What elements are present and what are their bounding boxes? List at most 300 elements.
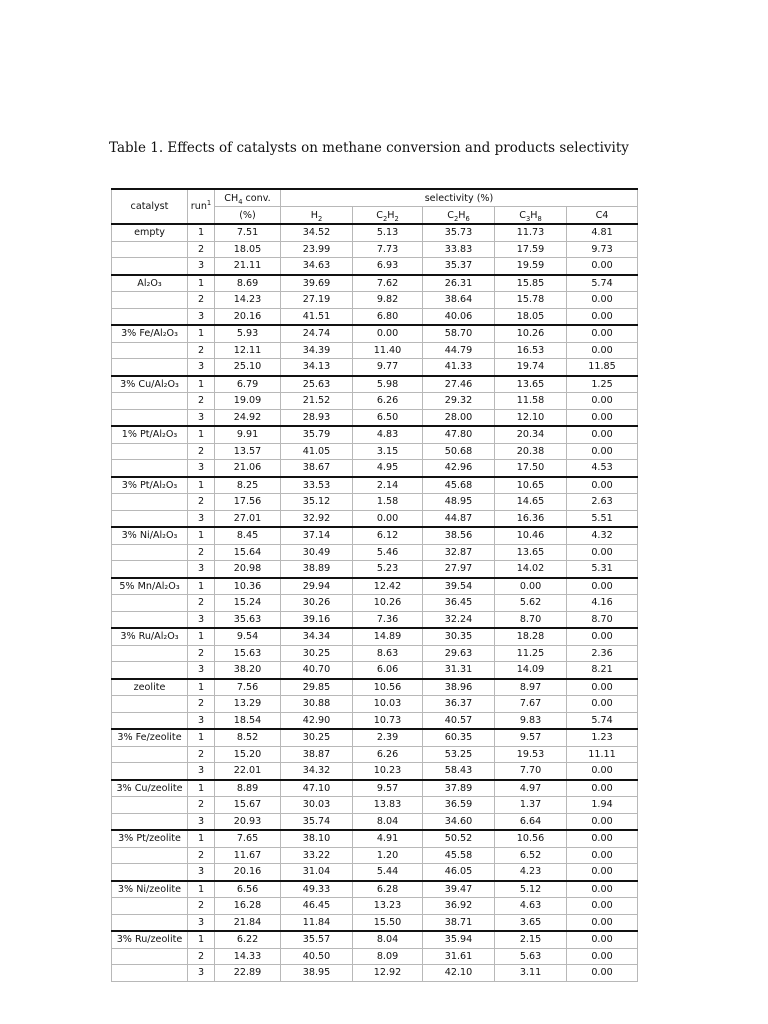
- conversion-cell: 8.89: [215, 780, 281, 797]
- h2-cell: 41.05: [281, 443, 353, 460]
- c2h6-cell: 60.35: [423, 729, 495, 746]
- c2h2-cell: 8.63: [353, 645, 423, 662]
- h2-cell: 38.87: [281, 746, 353, 763]
- c3h8-cell: 16.53: [495, 342, 567, 359]
- c2h6-cell: 39.47: [423, 881, 495, 898]
- h2-cell: 30.26: [281, 595, 353, 612]
- c2h6-cell: 32.87: [423, 544, 495, 561]
- c2h2-cell: 5.46: [353, 544, 423, 561]
- c4-cell: 0.00: [567, 426, 638, 443]
- run-cell: 3: [188, 914, 215, 931]
- h2-cell: 33.53: [281, 477, 353, 494]
- run-cell: 3: [188, 611, 215, 628]
- c3h8-cell: 4.63: [495, 898, 567, 915]
- c2h6-cell: 50.68: [423, 443, 495, 460]
- c2h6-cell: 35.73: [423, 224, 495, 241]
- c2h6-cell: 36.37: [423, 696, 495, 713]
- run-cell: 3: [188, 409, 215, 426]
- c2h2-cell: 8.04: [353, 931, 423, 948]
- h2-cell: 38.95: [281, 965, 353, 982]
- c3h8-cell: 15.78: [495, 292, 567, 309]
- c2h2-cell: 5.23: [353, 561, 423, 578]
- c2h2-cell: 13.83: [353, 797, 423, 814]
- c2h6-cell: 46.05: [423, 864, 495, 881]
- conversion-cell: 6.56: [215, 881, 281, 898]
- h2-cell: 34.32: [281, 763, 353, 780]
- conversion-cell: 18.54: [215, 712, 281, 729]
- h2-cell: 37.14: [281, 527, 353, 544]
- run-cell: 3: [188, 561, 215, 578]
- catalyst-cell-empty: [112, 763, 188, 780]
- c2h2-cell: 14.89: [353, 628, 423, 645]
- h2-cell: 40.70: [281, 662, 353, 679]
- conversion-cell: 15.24: [215, 595, 281, 612]
- c3h8-cell: 5.12: [495, 881, 567, 898]
- catalyst-cell-empty: [112, 292, 188, 309]
- c4-cell: 0.00: [567, 931, 638, 948]
- c2h2-cell: 10.23: [353, 763, 423, 780]
- table-row: [112, 477, 638, 494]
- run-cell: 2: [188, 393, 215, 410]
- run-cell: 1: [188, 527, 215, 544]
- table-row: [112, 561, 638, 578]
- c2h2-cell: 1.20: [353, 847, 423, 864]
- c4-cell: 8.70: [567, 611, 638, 628]
- table-row: [112, 931, 638, 948]
- header-col-h2: $H_2$: [281, 207, 353, 225]
- conversion-cell: 24.92: [215, 409, 281, 426]
- run-cell: 1: [188, 426, 215, 443]
- catalyst-cell: 3% Cu/zeolite: [112, 780, 188, 797]
- h2-cell: 21.52: [281, 393, 353, 410]
- conversion-cell: 5.93: [215, 325, 281, 342]
- table-row: [112, 780, 638, 797]
- conversion-cell: 15.63: [215, 645, 281, 662]
- c2h2-cell: 6.06: [353, 662, 423, 679]
- conversion-cell: 11.67: [215, 847, 281, 864]
- h2-cell: 29.85: [281, 679, 353, 696]
- c3h8-cell: 7.67: [495, 696, 567, 713]
- catalyst-cell: zeolite: [112, 679, 188, 696]
- c2h2-cell: 5.98: [353, 376, 423, 393]
- header-col-c3h8: $C_3H_8$: [495, 207, 567, 225]
- conversion-cell: 6.79: [215, 376, 281, 393]
- catalyst-cell-empty: [112, 510, 188, 527]
- run-cell: 3: [188, 763, 215, 780]
- c3h8-cell: 8.70: [495, 611, 567, 628]
- conversion-cell: 9.54: [215, 628, 281, 645]
- run-cell: 2: [188, 948, 215, 965]
- catalyst-cell-empty: [112, 898, 188, 915]
- catalyst-cell-empty: [112, 544, 188, 561]
- run-cell: 2: [188, 292, 215, 309]
- c2h2-cell: 6.28: [353, 881, 423, 898]
- c4-cell: 0.00: [567, 409, 638, 426]
- c2h6-cell: 45.68: [423, 477, 495, 494]
- c4-cell: 11.85: [567, 359, 638, 376]
- c3h8-cell: 14.09: [495, 662, 567, 679]
- c3h8-cell: 15.85: [495, 275, 567, 292]
- c3h8-cell: 17.59: [495, 241, 567, 258]
- c3h8-cell: 18.28: [495, 628, 567, 645]
- c2h2-cell: 13.23: [353, 898, 423, 915]
- conversion-cell: 8.69: [215, 275, 281, 292]
- c4-cell: 4.16: [567, 595, 638, 612]
- c2h2-cell: 8.09: [353, 948, 423, 965]
- header-selectivity: selectivity (%): [281, 189, 638, 207]
- catalyst-cell-empty: [112, 241, 188, 258]
- c2h2-cell: 0.00: [353, 510, 423, 527]
- catalyst-cell-empty: [112, 595, 188, 612]
- table-row: [112, 830, 638, 847]
- c3h8-cell: 13.65: [495, 376, 567, 393]
- table-row: [112, 662, 638, 679]
- table-row: [112, 864, 638, 881]
- run-cell: 3: [188, 813, 215, 830]
- run-cell: 1: [188, 830, 215, 847]
- c4-cell: 0.00: [567, 477, 638, 494]
- run-cell: 2: [188, 847, 215, 864]
- run-cell: 1: [188, 679, 215, 696]
- h2-cell: 30.03: [281, 797, 353, 814]
- c2h6-cell: 29.32: [423, 393, 495, 410]
- conversion-cell: 17.56: [215, 494, 281, 511]
- h2-cell: 24.74: [281, 325, 353, 342]
- c4-cell: 0.00: [567, 914, 638, 931]
- c2h6-cell: 33.83: [423, 241, 495, 258]
- c3h8-cell: 11.58: [495, 393, 567, 410]
- table-row: [112, 258, 638, 275]
- c2h2-cell: 5.13: [353, 224, 423, 241]
- run-cell: 3: [188, 510, 215, 527]
- table-row: [112, 847, 638, 864]
- c3h8-cell: 11.25: [495, 645, 567, 662]
- c4-cell: 0.00: [567, 847, 638, 864]
- catalyst-cell-empty: [112, 460, 188, 477]
- catalyst-cell-empty: [112, 948, 188, 965]
- run-cell: 2: [188, 342, 215, 359]
- run-cell: 2: [188, 645, 215, 662]
- c2h6-cell: 37.89: [423, 780, 495, 797]
- c4-cell: 0.00: [567, 965, 638, 982]
- h2-cell: 39.69: [281, 275, 353, 292]
- conversion-cell: 13.29: [215, 696, 281, 713]
- c4-cell: 0.00: [567, 881, 638, 898]
- run-cell: 1: [188, 780, 215, 797]
- conversion-cell: 25.10: [215, 359, 281, 376]
- table-row: [112, 292, 638, 309]
- c4-cell: 4.32: [567, 527, 638, 544]
- run-cell: 1: [188, 729, 215, 746]
- h2-cell: 23.99: [281, 241, 353, 258]
- run-cell: 1: [188, 275, 215, 292]
- h2-cell: 47.10: [281, 780, 353, 797]
- h2-cell: 27.19: [281, 292, 353, 309]
- c3h8-cell: 13.65: [495, 544, 567, 561]
- c2h2-cell: 15.50: [353, 914, 423, 931]
- c4-cell: 0.00: [567, 679, 638, 696]
- c4-cell: 0.00: [567, 544, 638, 561]
- c2h6-cell: 38.71: [423, 914, 495, 931]
- catalyst-cell-empty: [112, 864, 188, 881]
- catalyst-cell-empty: [112, 712, 188, 729]
- table-row: [112, 544, 638, 561]
- c4-cell: 0.00: [567, 443, 638, 460]
- c3h8-cell: 6.64: [495, 813, 567, 830]
- h2-cell: 35.12: [281, 494, 353, 511]
- c2h6-cell: 26.31: [423, 275, 495, 292]
- h2-cell: 28.93: [281, 409, 353, 426]
- table-row: [112, 696, 638, 713]
- h2-cell: 32.92: [281, 510, 353, 527]
- conversion-cell: 22.89: [215, 965, 281, 982]
- h2-cell: 35.74: [281, 813, 353, 830]
- table-row: [112, 628, 638, 645]
- c4-cell: 8.21: [567, 662, 638, 679]
- conversion-cell: 18.05: [215, 241, 281, 258]
- run-cell: 2: [188, 746, 215, 763]
- c3h8-cell: 5.63: [495, 948, 567, 965]
- conversion-cell: 15.64: [215, 544, 281, 561]
- run-cell: 1: [188, 578, 215, 595]
- run-cell: 2: [188, 494, 215, 511]
- catalyst-cell: 3% Ru/zeolite: [112, 931, 188, 948]
- table-row: [112, 948, 638, 965]
- c2h2-cell: 7.62: [353, 275, 423, 292]
- conversion-cell: 20.98: [215, 561, 281, 578]
- c2h2-cell: 6.93: [353, 258, 423, 275]
- h2-cell: 38.67: [281, 460, 353, 477]
- c4-cell: 0.00: [567, 258, 638, 275]
- c2h6-cell: 42.96: [423, 460, 495, 477]
- c4-cell: 0.00: [567, 292, 638, 309]
- c3h8-cell: 4.23: [495, 864, 567, 881]
- c2h6-cell: 38.56: [423, 527, 495, 544]
- c2h6-cell: 58.43: [423, 763, 495, 780]
- c2h2-cell: 11.40: [353, 342, 423, 359]
- conversion-cell: 27.01: [215, 510, 281, 527]
- run-cell: 3: [188, 864, 215, 881]
- run-cell: 3: [188, 965, 215, 982]
- c2h2-cell: 2.14: [353, 477, 423, 494]
- table-row: [112, 797, 638, 814]
- table-row: [112, 527, 638, 544]
- c2h6-cell: 38.96: [423, 679, 495, 696]
- c4-cell: 5.74: [567, 275, 638, 292]
- table-row: [112, 898, 638, 915]
- c2h2-cell: 7.73: [353, 241, 423, 258]
- h2-cell: 34.34: [281, 628, 353, 645]
- catalyst-cell-empty: [112, 494, 188, 511]
- catalyst-cell: empty: [112, 224, 188, 241]
- c2h2-cell: 4.83: [353, 426, 423, 443]
- h2-cell: 38.89: [281, 561, 353, 578]
- run-cell: 2: [188, 443, 215, 460]
- table-row: [112, 443, 638, 460]
- header-catalyst: catalyst: [112, 189, 188, 224]
- c2h2-cell: 8.04: [353, 813, 423, 830]
- c2h6-cell: 35.37: [423, 258, 495, 275]
- c2h6-cell: 28.00: [423, 409, 495, 426]
- c2h6-cell: 40.06: [423, 308, 495, 325]
- catalyst-cell-empty: [112, 443, 188, 460]
- run-cell: 2: [188, 797, 215, 814]
- conversion-cell: 8.45: [215, 527, 281, 544]
- c2h2-cell: 10.56: [353, 679, 423, 696]
- c4-cell: 0.00: [567, 830, 638, 847]
- table-row: [112, 679, 638, 696]
- data-table: [111, 188, 638, 982]
- c2h6-cell: 31.31: [423, 662, 495, 679]
- table-caption: Table 1. Effects of catalysts on methane conversion and products selectivity: [109, 140, 629, 156]
- table-row: [112, 914, 638, 931]
- catalyst-cell: 1% Pt/Al₂O₃: [112, 426, 188, 443]
- conversion-cell: 6.22: [215, 931, 281, 948]
- c3h8-cell: 0.00: [495, 578, 567, 595]
- run-cell: 2: [188, 696, 215, 713]
- c2h2-cell: 9.82: [353, 292, 423, 309]
- run-cell: 3: [188, 712, 215, 729]
- c2h2-cell: 3.15: [353, 443, 423, 460]
- c2h2-cell: 12.42: [353, 578, 423, 595]
- c2h6-cell: 36.59: [423, 797, 495, 814]
- c3h8-cell: 10.56: [495, 830, 567, 847]
- c3h8-cell: 20.38: [495, 443, 567, 460]
- h2-cell: 38.10: [281, 830, 353, 847]
- conversion-cell: 20.16: [215, 864, 281, 881]
- run-cell: 1: [188, 325, 215, 342]
- c4-cell: 0.00: [567, 948, 638, 965]
- h2-cell: 39.16: [281, 611, 353, 628]
- c3h8-cell: 18.05: [495, 308, 567, 325]
- c3h8-cell: 9.83: [495, 712, 567, 729]
- c2h6-cell: 27.97: [423, 561, 495, 578]
- c4-cell: 9.73: [567, 241, 638, 258]
- c3h8-cell: 9.57: [495, 729, 567, 746]
- c4-cell: 11.11: [567, 746, 638, 763]
- catalyst-cell: 3% Fe/Al₂O₃: [112, 325, 188, 342]
- c2h6-cell: 31.61: [423, 948, 495, 965]
- run-cell: 1: [188, 224, 215, 241]
- header-conversion: $CH_4$ conv.: [215, 189, 281, 207]
- h2-cell: 34.13: [281, 359, 353, 376]
- c2h2-cell: 6.26: [353, 393, 423, 410]
- h2-cell: 41.51: [281, 308, 353, 325]
- conversion-cell: 22.01: [215, 763, 281, 780]
- table-row: [112, 308, 638, 325]
- c4-cell: 0.00: [567, 325, 638, 342]
- c3h8-cell: 2.15: [495, 931, 567, 948]
- c3h8-cell: 14.02: [495, 561, 567, 578]
- run-cell: 3: [188, 258, 215, 275]
- table-row: [112, 611, 638, 628]
- h2-cell: 46.45: [281, 898, 353, 915]
- conversion-cell: 21.11: [215, 258, 281, 275]
- c4-cell: 5.51: [567, 510, 638, 527]
- table-row: [112, 494, 638, 511]
- c4-cell: 0.00: [567, 696, 638, 713]
- c4-cell: 5.31: [567, 561, 638, 578]
- c2h6-cell: 35.94: [423, 931, 495, 948]
- c2h6-cell: 36.45: [423, 595, 495, 612]
- c3h8-cell: 10.65: [495, 477, 567, 494]
- header-row-1: [112, 189, 638, 207]
- conversion-cell: 8.25: [215, 477, 281, 494]
- c3h8-cell: 1.37: [495, 797, 567, 814]
- h2-cell: 34.63: [281, 258, 353, 275]
- c4-cell: 2.36: [567, 645, 638, 662]
- c2h2-cell: 12.92: [353, 965, 423, 982]
- c2h2-cell: 1.58: [353, 494, 423, 511]
- conversion-cell: 7.65: [215, 830, 281, 847]
- h2-cell: 35.79: [281, 426, 353, 443]
- c2h6-cell: 47.80: [423, 426, 495, 443]
- catalyst-cell: 3% Pt/zeolite: [112, 830, 188, 847]
- catalyst-cell-empty: [112, 393, 188, 410]
- h2-cell: 31.04: [281, 864, 353, 881]
- catalyst-cell: 3% Cu/Al₂O₃: [112, 376, 188, 393]
- run-cell: 1: [188, 881, 215, 898]
- table-row: [112, 409, 638, 426]
- c3h8-cell: 10.26: [495, 325, 567, 342]
- table-row: [112, 275, 638, 292]
- h2-cell: 34.52: [281, 224, 353, 241]
- conversion-cell: 14.23: [215, 292, 281, 309]
- header-col-c2h2: $C_2H_2$: [353, 207, 423, 225]
- table-row: [112, 460, 638, 477]
- conversion-cell: 35.63: [215, 611, 281, 628]
- conversion-cell: 20.16: [215, 308, 281, 325]
- c2h6-cell: 30.35: [423, 628, 495, 645]
- table-row: [112, 376, 638, 393]
- c3h8-cell: 19.74: [495, 359, 567, 376]
- c4-cell: 1.23: [567, 729, 638, 746]
- c4-cell: 0.00: [567, 898, 638, 915]
- c3h8-cell: 4.97: [495, 780, 567, 797]
- catalyst-cell-empty: [112, 696, 188, 713]
- c3h8-cell: 14.65: [495, 494, 567, 511]
- conversion-cell: 8.52: [215, 729, 281, 746]
- c2h6-cell: 44.79: [423, 342, 495, 359]
- c4-cell: 0.00: [567, 813, 638, 830]
- c2h2-cell: 10.26: [353, 595, 423, 612]
- h2-cell: 30.25: [281, 645, 353, 662]
- run-cell: 3: [188, 308, 215, 325]
- c4-cell: 1.25: [567, 376, 638, 393]
- catalyst-cell-empty: [112, 561, 188, 578]
- c2h6-cell: 53.25: [423, 746, 495, 763]
- c2h2-cell: 10.03: [353, 696, 423, 713]
- catalyst-cell-empty: [112, 847, 188, 864]
- run-cell: 3: [188, 662, 215, 679]
- c4-cell: 0.00: [567, 628, 638, 645]
- c3h8-cell: 19.59: [495, 258, 567, 275]
- c4-cell: 0.00: [567, 864, 638, 881]
- conversion-cell: 16.28: [215, 898, 281, 915]
- conversion-cell: 19.09: [215, 393, 281, 410]
- table-row: [112, 645, 638, 662]
- h2-cell: 42.90: [281, 712, 353, 729]
- conversion-cell: 15.67: [215, 797, 281, 814]
- table-row: [112, 763, 638, 780]
- c2h6-cell: 45.58: [423, 847, 495, 864]
- run-cell: 2: [188, 544, 215, 561]
- table-row: [112, 595, 638, 612]
- c2h2-cell: 6.26: [353, 746, 423, 763]
- c4-cell: 2.63: [567, 494, 638, 511]
- catalyst-cell-empty: [112, 258, 188, 275]
- c2h6-cell: 40.57: [423, 712, 495, 729]
